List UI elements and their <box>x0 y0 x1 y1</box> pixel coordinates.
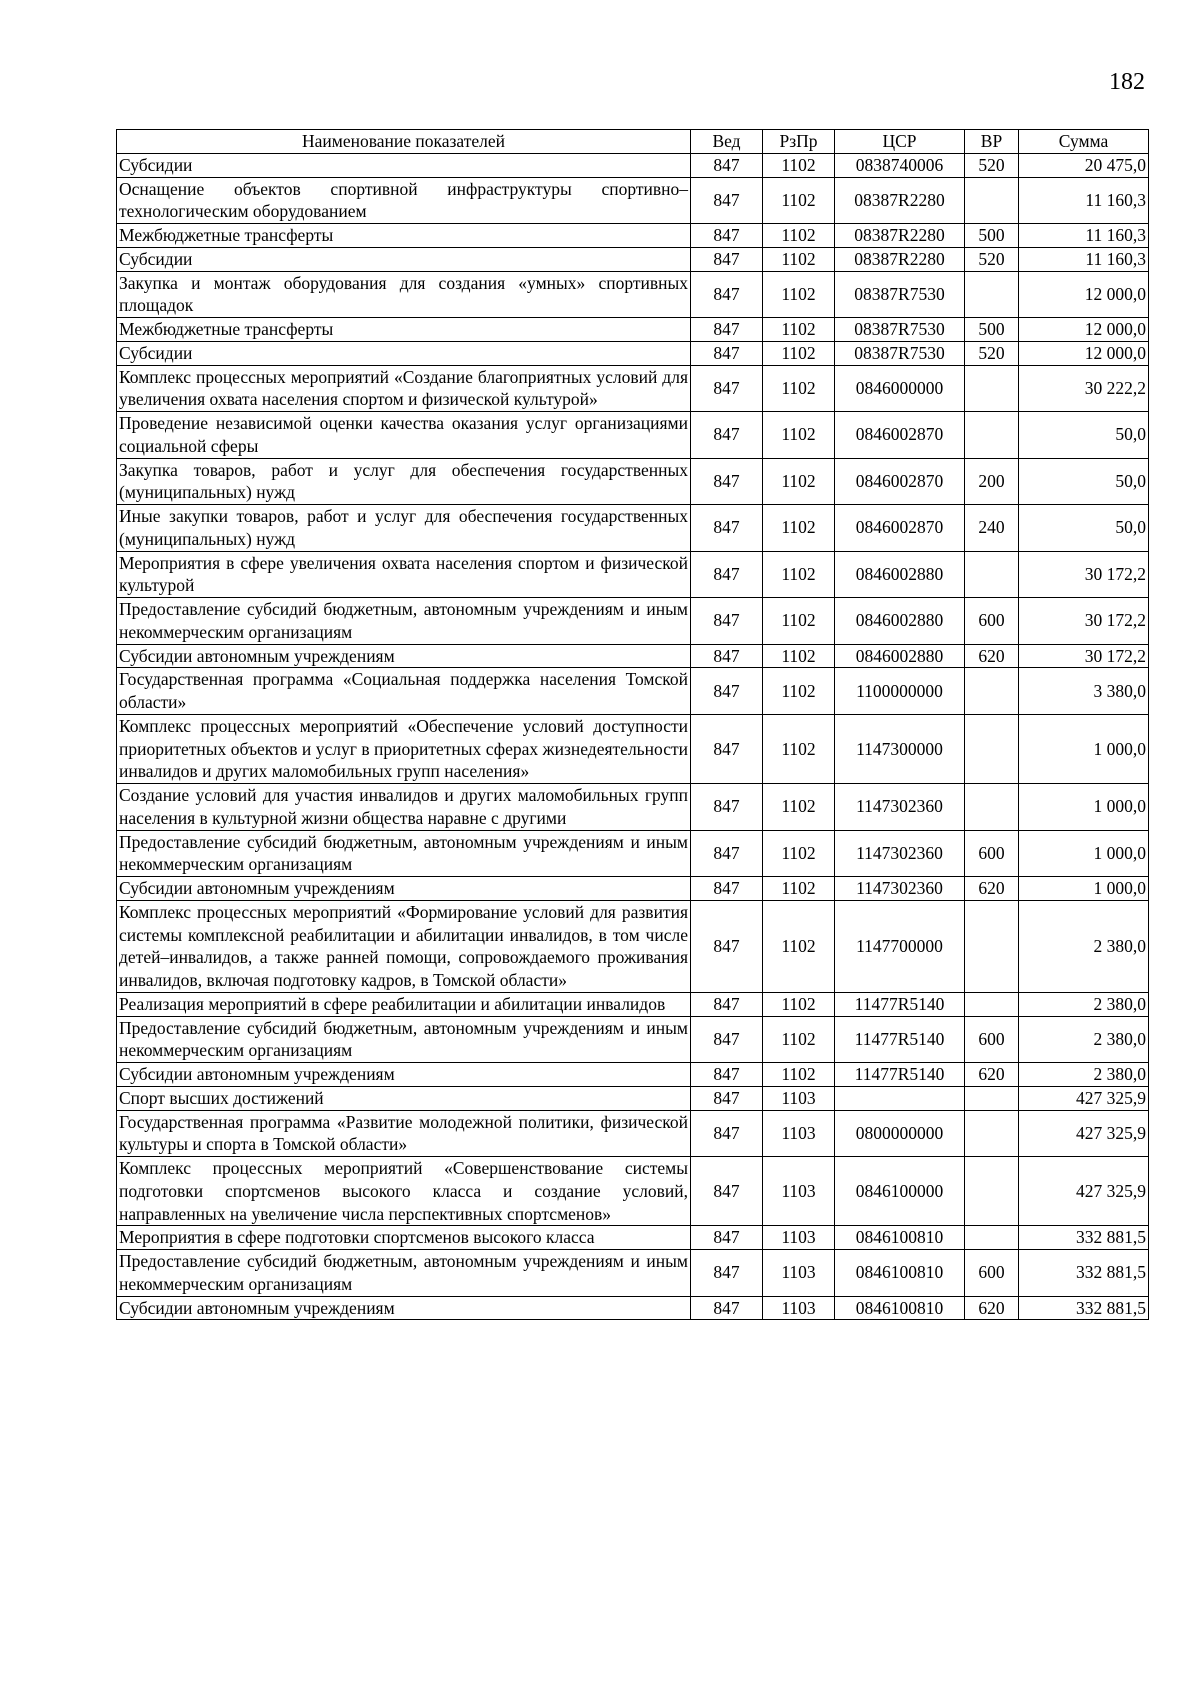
cell-rzpr: 1102 <box>763 365 835 412</box>
cell-name: Межбюджетные трансферты <box>117 224 691 248</box>
cell-csr: 08387R7530 <box>835 341 965 365</box>
cell-sum: 427 325,9 <box>1019 1110 1149 1157</box>
cell-name: Проведение независимой оценки качества оказания услуг организациями социальной сферы <box>117 412 691 459</box>
cell-csr: 11477R5140 <box>835 1016 965 1063</box>
cell-csr: 08387R2280 <box>835 224 965 248</box>
cell-ved: 847 <box>691 714 763 783</box>
cell-rzpr: 1102 <box>763 900 835 992</box>
table-row <box>117 877 1149 901</box>
cell-sum: 1 000,0 <box>1019 714 1149 783</box>
table-row <box>117 224 1149 248</box>
cell-sum: 427 325,9 <box>1019 1086 1149 1110</box>
cell-sum: 50,0 <box>1019 505 1149 552</box>
cell-sum: 50,0 <box>1019 412 1149 459</box>
cell-csr: 1147700000 <box>835 900 965 992</box>
table-row <box>117 1110 1149 1157</box>
table-row <box>117 900 1149 992</box>
cell-rzpr: 1102 <box>763 1016 835 1063</box>
cell-csr: 0846002880 <box>835 598 965 645</box>
cell-ved: 847 <box>691 153 763 177</box>
cell-vr <box>965 992 1019 1016</box>
header-ved: Вед <box>691 130 763 154</box>
cell-rzpr: 1103 <box>763 1296 835 1320</box>
table-row <box>117 1226 1149 1250</box>
cell-sum: 11 160,3 <box>1019 247 1149 271</box>
cell-vr <box>965 900 1019 992</box>
cell-vr: 520 <box>965 247 1019 271</box>
cell-ved: 847 <box>691 365 763 412</box>
cell-vr <box>965 177 1019 224</box>
cell-rzpr: 1102 <box>763 341 835 365</box>
cell-sum: 427 325,9 <box>1019 1157 1149 1226</box>
cell-csr: 1147300000 <box>835 714 965 783</box>
cell-vr <box>965 1110 1019 1157</box>
cell-vr: 620 <box>965 1296 1019 1320</box>
cell-name: Комплекс процессных мероприятий «Обеспечение условий доступности приоритетных объектов и услуг в приоритетных сферах жизнедеятельности инвалидов и других маломобильных групп населения» <box>117 714 691 783</box>
cell-name: Предоставление субсидий бюджетным, автономным учреждениям и иным некоммерческим организациям <box>117 598 691 645</box>
cell-csr: 0838740006 <box>835 153 965 177</box>
cell-vr <box>965 668 1019 715</box>
cell-csr: 1147302360 <box>835 877 965 901</box>
table-row <box>117 318 1149 342</box>
table-row <box>117 365 1149 412</box>
cell-csr: 0846100810 <box>835 1296 965 1320</box>
cell-ved: 847 <box>691 271 763 318</box>
cell-csr: 0846000000 <box>835 365 965 412</box>
cell-rzpr: 1102 <box>763 551 835 598</box>
cell-sum: 2 380,0 <box>1019 1063 1149 1087</box>
cell-ved: 847 <box>691 877 763 901</box>
table-row <box>117 784 1149 831</box>
cell-vr: 600 <box>965 598 1019 645</box>
budget-table <box>116 129 1149 1320</box>
cell-ved: 847 <box>691 318 763 342</box>
cell-rzpr: 1102 <box>763 668 835 715</box>
cell-sum: 2 380,0 <box>1019 900 1149 992</box>
cell-ved: 847 <box>691 412 763 459</box>
cell-name: Субсидии <box>117 153 691 177</box>
cell-ved: 847 <box>691 1110 763 1157</box>
cell-rzpr: 1103 <box>763 1226 835 1250</box>
cell-vr: 620 <box>965 644 1019 668</box>
cell-vr <box>965 1157 1019 1226</box>
cell-ved: 847 <box>691 1250 763 1297</box>
cell-sum: 332 881,5 <box>1019 1226 1149 1250</box>
cell-sum: 12 000,0 <box>1019 271 1149 318</box>
table-row <box>117 341 1149 365</box>
table-row <box>117 992 1149 1016</box>
table-row <box>117 551 1149 598</box>
cell-vr: 600 <box>965 1250 1019 1297</box>
cell-vr: 500 <box>965 318 1019 342</box>
cell-ved: 847 <box>691 644 763 668</box>
cell-ved: 847 <box>691 1086 763 1110</box>
cell-name: Мероприятия в сфере подготовки спортсменов высокого класса <box>117 1226 691 1250</box>
cell-ved: 847 <box>691 900 763 992</box>
cell-rzpr: 1102 <box>763 714 835 783</box>
cell-name: Межбюджетные трансферты <box>117 318 691 342</box>
cell-vr: 520 <box>965 153 1019 177</box>
cell-sum: 1 000,0 <box>1019 784 1149 831</box>
cell-vr <box>965 412 1019 459</box>
cell-csr: 0846002880 <box>835 551 965 598</box>
table-row <box>117 412 1149 459</box>
table-row <box>117 1063 1149 1087</box>
cell-sum: 30 172,2 <box>1019 644 1149 668</box>
cell-name: Комплекс процессных мероприятий «Формирование условий для развития системы комплексной реабилитации и абилитации инвалидов, в том числе детей–инвалидов, а также ранней помощи, сопровождаемого проживания инвалидов, включая подготовку кадров, в Томской области» <box>117 900 691 992</box>
cell-rzpr: 1102 <box>763 505 835 552</box>
cell-csr: 11477R5140 <box>835 992 965 1016</box>
header-rzpr: РзПр <box>763 130 835 154</box>
cell-vr: 200 <box>965 458 1019 505</box>
cell-name: Субсидии автономным учреждениям <box>117 1296 691 1320</box>
cell-rzpr: 1103 <box>763 1110 835 1157</box>
cell-vr <box>965 365 1019 412</box>
cell-sum: 1 000,0 <box>1019 830 1149 877</box>
cell-ved: 847 <box>691 784 763 831</box>
page-number: 182 <box>1109 69 1145 95</box>
cell-rzpr: 1102 <box>763 784 835 831</box>
cell-name: Предоставление субсидий бюджетным, автономным учреждениям и иным некоммерческим организациям <box>117 830 691 877</box>
header-vr: ВР <box>965 130 1019 154</box>
cell-ved: 847 <box>691 505 763 552</box>
cell-vr <box>965 1086 1019 1110</box>
cell-csr: 08387R2280 <box>835 177 965 224</box>
cell-rzpr: 1103 <box>763 1157 835 1226</box>
cell-name: Оснащение объектов спортивной инфраструктуры спортивно–технологическим оборудованием <box>117 177 691 224</box>
header-sum: Сумма <box>1019 130 1149 154</box>
cell-sum: 12 000,0 <box>1019 318 1149 342</box>
cell-name: Комплекс процессных мероприятий «Создание благоприятных условий для увеличения охвата населения спортом и физической культурой» <box>117 365 691 412</box>
cell-name: Субсидии <box>117 247 691 271</box>
table-body <box>117 153 1149 1320</box>
cell-ved: 847 <box>691 1063 763 1087</box>
table-row <box>117 644 1149 668</box>
cell-vr: 620 <box>965 1063 1019 1087</box>
cell-rzpr: 1102 <box>763 877 835 901</box>
cell-csr: 0846002870 <box>835 505 965 552</box>
cell-rzpr: 1102 <box>763 598 835 645</box>
cell-vr: 600 <box>965 1016 1019 1063</box>
cell-vr: 240 <box>965 505 1019 552</box>
cell-csr: 08387R2280 <box>835 247 965 271</box>
cell-rzpr: 1102 <box>763 271 835 318</box>
cell-sum: 30 172,2 <box>1019 598 1149 645</box>
table-row <box>117 714 1149 783</box>
cell-csr: 08387R7530 <box>835 318 965 342</box>
cell-ved: 847 <box>691 247 763 271</box>
cell-name: Спорт высших достижений <box>117 1086 691 1110</box>
cell-sum: 332 881,5 <box>1019 1250 1149 1297</box>
table-row <box>117 1086 1149 1110</box>
cell-ved: 847 <box>691 177 763 224</box>
table-row <box>117 830 1149 877</box>
cell-name: Субсидии автономным учреждениям <box>117 644 691 668</box>
cell-rzpr: 1102 <box>763 412 835 459</box>
cell-name: Предоставление субсидий бюджетным, автономным учреждениям и иным некоммерческим организациям <box>117 1250 691 1297</box>
cell-sum: 2 380,0 <box>1019 1016 1149 1063</box>
cell-ved: 847 <box>691 1226 763 1250</box>
cell-sum: 332 881,5 <box>1019 1296 1149 1320</box>
table-row <box>117 505 1149 552</box>
cell-sum: 50,0 <box>1019 458 1149 505</box>
cell-ved: 847 <box>691 458 763 505</box>
header-csr: ЦСР <box>835 130 965 154</box>
cell-vr: 600 <box>965 830 1019 877</box>
cell-ved: 847 <box>691 830 763 877</box>
cell-name: Государственная программа «Развитие молодежной политики, физической культуры и спорта в Томской области» <box>117 1110 691 1157</box>
cell-vr <box>965 551 1019 598</box>
cell-csr <box>835 1086 965 1110</box>
cell-sum: 3 380,0 <box>1019 668 1149 715</box>
cell-rzpr: 1102 <box>763 644 835 668</box>
cell-csr: 0800000000 <box>835 1110 965 1157</box>
cell-ved: 847 <box>691 992 763 1016</box>
cell-vr: 620 <box>965 877 1019 901</box>
cell-name: Субсидии <box>117 341 691 365</box>
cell-vr: 500 <box>965 224 1019 248</box>
cell-rzpr: 1102 <box>763 247 835 271</box>
cell-name: Субсидии автономным учреждениям <box>117 1063 691 1087</box>
cell-ved: 847 <box>691 1296 763 1320</box>
cell-name: Государственная программа «Социальная поддержка населения Томской области» <box>117 668 691 715</box>
cell-ved: 847 <box>691 341 763 365</box>
cell-rzpr: 1102 <box>763 177 835 224</box>
cell-csr: 0846002880 <box>835 644 965 668</box>
table-row <box>117 1016 1149 1063</box>
cell-ved: 847 <box>691 668 763 715</box>
cell-ved: 847 <box>691 224 763 248</box>
cell-name: Создание условий для участия инвалидов и других маломобильных групп населения в культурной жизни общества наравне с другими <box>117 784 691 831</box>
cell-vr <box>965 1226 1019 1250</box>
cell-name: Закупка товаров, работ и услуг для обеспечения государственных (муниципальных) нужд <box>117 458 691 505</box>
cell-csr: 08387R7530 <box>835 271 965 318</box>
cell-csr: 1147302360 <box>835 830 965 877</box>
table-row <box>117 153 1149 177</box>
cell-csr: 0846002870 <box>835 458 965 505</box>
cell-csr: 0846100810 <box>835 1250 965 1297</box>
cell-sum: 1 000,0 <box>1019 877 1149 901</box>
cell-ved: 847 <box>691 598 763 645</box>
cell-sum: 30 172,2 <box>1019 551 1149 598</box>
cell-csr: 1100000000 <box>835 668 965 715</box>
cell-sum: 20 475,0 <box>1019 153 1149 177</box>
cell-rzpr: 1103 <box>763 1250 835 1297</box>
table-row <box>117 1296 1149 1320</box>
cell-sum: 11 160,3 <box>1019 224 1149 248</box>
cell-rzpr: 1103 <box>763 1086 835 1110</box>
cell-csr: 11477R5140 <box>835 1063 965 1087</box>
cell-csr: 1147302360 <box>835 784 965 831</box>
cell-name: Закупка и монтаж оборудования для создания «умных» спортивных площадок <box>117 271 691 318</box>
cell-ved: 847 <box>691 551 763 598</box>
cell-rzpr: 1102 <box>763 830 835 877</box>
cell-sum: 11 160,3 <box>1019 177 1149 224</box>
table-row <box>117 598 1149 645</box>
cell-csr: 0846100000 <box>835 1157 965 1226</box>
cell-sum: 30 222,2 <box>1019 365 1149 412</box>
cell-csr: 0846100810 <box>835 1226 965 1250</box>
cell-sum: 12 000,0 <box>1019 341 1149 365</box>
table-row <box>117 1250 1149 1297</box>
cell-name: Субсидии автономным учреждениям <box>117 877 691 901</box>
table-row <box>117 668 1149 715</box>
header-name: Наименование показателей <box>117 130 691 154</box>
cell-vr <box>965 271 1019 318</box>
table-header-row <box>117 130 1149 154</box>
cell-name: Мероприятия в сфере увеличения охвата населения спортом и физической культурой <box>117 551 691 598</box>
table-row <box>117 247 1149 271</box>
cell-rzpr: 1102 <box>763 153 835 177</box>
cell-sum: 2 380,0 <box>1019 992 1149 1016</box>
table-row <box>117 271 1149 318</box>
cell-name: Реализация мероприятий в сфере реабилитации и абилитации инвалидов <box>117 992 691 1016</box>
cell-ved: 847 <box>691 1016 763 1063</box>
cell-name: Предоставление субсидий бюджетным, автономным учреждениям и иным некоммерческим организациям <box>117 1016 691 1063</box>
table-row <box>117 458 1149 505</box>
table-row <box>117 1157 1149 1226</box>
cell-ved: 847 <box>691 1157 763 1226</box>
cell-rzpr: 1102 <box>763 224 835 248</box>
cell-vr: 520 <box>965 341 1019 365</box>
cell-csr: 0846002870 <box>835 412 965 459</box>
cell-rzpr: 1102 <box>763 992 835 1016</box>
cell-vr <box>965 784 1019 831</box>
cell-name: Иные закупки товаров, работ и услуг для обеспечения государственных (муниципальных) нужд <box>117 505 691 552</box>
cell-vr <box>965 714 1019 783</box>
table-row <box>117 177 1149 224</box>
cell-rzpr: 1102 <box>763 1063 835 1087</box>
cell-rzpr: 1102 <box>763 318 835 342</box>
cell-rzpr: 1102 <box>763 458 835 505</box>
cell-name: Комплекс процессных мероприятий «Совершенствование системы подготовки спортсменов высокого класса и создание условий, направленных на увеличение числа перспективных спортсменов» <box>117 1157 691 1226</box>
